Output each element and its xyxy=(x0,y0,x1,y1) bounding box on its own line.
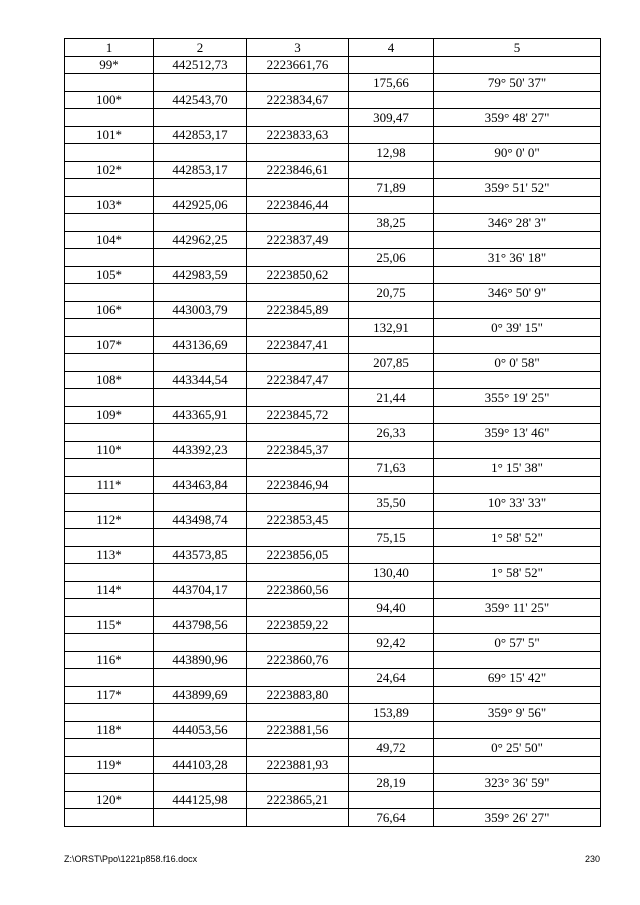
cell-y xyxy=(247,809,349,827)
cell-y: 2223847,41 xyxy=(247,336,349,354)
cell-x: 442853,17 xyxy=(154,126,247,144)
cell-angle xyxy=(434,791,601,809)
cell-x xyxy=(154,179,247,197)
table-row xyxy=(65,266,601,284)
cell-x: 442853,17 xyxy=(154,161,247,179)
cell-angle: 1° 58' 52" xyxy=(434,564,601,582)
table-body xyxy=(65,56,601,826)
cell-y: 2223846,61 xyxy=(247,161,349,179)
cell-point xyxy=(65,214,154,232)
cell-x xyxy=(154,144,247,162)
cell-x xyxy=(154,669,247,687)
cell-point: 107* xyxy=(65,336,154,354)
table-row xyxy=(65,179,601,197)
cell-y: 2223859,22 xyxy=(247,616,349,634)
cell-point: 117* xyxy=(65,686,154,704)
cell-point xyxy=(65,389,154,407)
cell-length xyxy=(349,371,434,389)
cell-angle xyxy=(434,161,601,179)
cell-length xyxy=(349,91,434,109)
cell-y: 2223881,93 xyxy=(247,756,349,774)
cell-x xyxy=(154,389,247,407)
cell-x xyxy=(154,774,247,792)
cell-point xyxy=(65,739,154,757)
table-row xyxy=(65,511,601,529)
cell-point xyxy=(65,284,154,302)
cell-x: 443136,69 xyxy=(154,336,247,354)
cell-length xyxy=(349,791,434,809)
table-row xyxy=(65,546,601,564)
table-row xyxy=(65,56,601,74)
cell-angle: 79° 50' 37" xyxy=(434,74,601,92)
cell-x: 443498,74 xyxy=(154,511,247,529)
cell-point: 105* xyxy=(65,266,154,284)
cell-x xyxy=(154,284,247,302)
table-row xyxy=(65,389,601,407)
cell-angle: 90° 0' 0" xyxy=(434,144,601,162)
table-row xyxy=(65,791,601,809)
cell-angle: 31° 36' 18" xyxy=(434,249,601,267)
table-row xyxy=(65,336,601,354)
cell-point: 109* xyxy=(65,406,154,424)
cell-length: 35,50 xyxy=(349,494,434,512)
header-cell-x: 2 xyxy=(154,39,247,57)
cell-x: 442925,06 xyxy=(154,196,247,214)
cell-y xyxy=(247,319,349,337)
table-row xyxy=(65,319,601,337)
cell-length xyxy=(349,406,434,424)
table-row xyxy=(65,231,601,249)
table-row xyxy=(65,721,601,739)
cell-point: 113* xyxy=(65,546,154,564)
table-row xyxy=(65,599,601,617)
table-row xyxy=(65,144,601,162)
cell-angle: 0° 57' 5" xyxy=(434,634,601,652)
cell-angle: 359° 26' 27" xyxy=(434,809,601,827)
cell-x xyxy=(154,319,247,337)
cell-length xyxy=(349,511,434,529)
cell-y: 2223860,56 xyxy=(247,581,349,599)
cell-x xyxy=(154,354,247,372)
cell-point xyxy=(65,144,154,162)
cell-length: 28,19 xyxy=(349,774,434,792)
cell-length xyxy=(349,686,434,704)
cell-angle: 1° 15' 38" xyxy=(434,459,601,477)
cell-x: 443704,17 xyxy=(154,581,247,599)
cell-y: 2223833,63 xyxy=(247,126,349,144)
cell-length: 309,47 xyxy=(349,109,434,127)
cell-length xyxy=(349,266,434,284)
cell-y: 2223847,47 xyxy=(247,371,349,389)
cell-length: 132,91 xyxy=(349,319,434,337)
cell-y xyxy=(247,74,349,92)
cell-point xyxy=(65,494,154,512)
table-row xyxy=(65,774,601,792)
cell-x: 443899,69 xyxy=(154,686,247,704)
cell-y: 2223860,76 xyxy=(247,651,349,669)
header-cell-angle: 5 xyxy=(434,39,601,57)
cell-length: 92,42 xyxy=(349,634,434,652)
table-row xyxy=(65,126,601,144)
table-row xyxy=(65,651,601,669)
cell-angle: 323° 36' 59" xyxy=(434,774,601,792)
cell-angle xyxy=(434,756,601,774)
cell-angle xyxy=(434,266,601,284)
cell-y xyxy=(247,109,349,127)
cell-y xyxy=(247,284,349,302)
cell-y: 2223845,37 xyxy=(247,441,349,459)
cell-length xyxy=(349,336,434,354)
cell-x: 443003,79 xyxy=(154,301,247,319)
table-row xyxy=(65,476,601,494)
cell-point xyxy=(65,424,154,442)
cell-length xyxy=(349,301,434,319)
page-number: 230 xyxy=(584,854,600,864)
table-header xyxy=(65,39,601,57)
document-path: Z:\ORST\Ppo\1221p858.f16.docx xyxy=(64,854,198,864)
table-row xyxy=(65,686,601,704)
cell-angle xyxy=(434,651,601,669)
cell-angle: 10° 33' 33" xyxy=(434,494,601,512)
cell-angle: 1° 58' 52" xyxy=(434,529,601,547)
cell-length xyxy=(349,231,434,249)
cell-x: 443890,96 xyxy=(154,651,247,669)
cell-angle xyxy=(434,371,601,389)
cell-x xyxy=(154,109,247,127)
cell-x xyxy=(154,459,247,477)
cell-angle xyxy=(434,301,601,319)
cell-angle: 359° 13' 46" xyxy=(434,424,601,442)
cell-y xyxy=(247,704,349,722)
table-row xyxy=(65,161,601,179)
table-row xyxy=(65,109,601,127)
cell-length: 38,25 xyxy=(349,214,434,232)
cell-y xyxy=(247,249,349,267)
table-row xyxy=(65,74,601,92)
cell-y: 2223837,49 xyxy=(247,231,349,249)
cell-x: 443573,85 xyxy=(154,546,247,564)
cell-y: 2223853,45 xyxy=(247,511,349,529)
cell-y xyxy=(247,144,349,162)
cell-y: 2223661,76 xyxy=(247,56,349,74)
cell-point xyxy=(65,599,154,617)
cell-point: 99* xyxy=(65,56,154,74)
cell-angle xyxy=(434,511,601,529)
cell-x: 442512,73 xyxy=(154,56,247,74)
cell-point: 119* xyxy=(65,756,154,774)
cell-angle: 359° 9' 56" xyxy=(434,704,601,722)
cell-x: 443463,84 xyxy=(154,476,247,494)
cell-angle xyxy=(434,686,601,704)
cell-x: 442962,25 xyxy=(154,231,247,249)
cell-x: 444125,98 xyxy=(154,791,247,809)
cell-y: 2223846,44 xyxy=(247,196,349,214)
cell-angle: 359° 51' 52" xyxy=(434,179,601,197)
header-row xyxy=(65,39,601,57)
cell-point xyxy=(65,109,154,127)
cell-x xyxy=(154,424,247,442)
cell-length: 20,75 xyxy=(349,284,434,302)
cell-x: 444053,56 xyxy=(154,721,247,739)
cell-y xyxy=(247,564,349,582)
cell-y: 2223845,89 xyxy=(247,301,349,319)
cell-x xyxy=(154,564,247,582)
cell-point: 111* xyxy=(65,476,154,494)
cell-angle xyxy=(434,126,601,144)
table-row xyxy=(65,809,601,827)
table-row xyxy=(65,669,601,687)
cell-angle xyxy=(434,196,601,214)
table-row xyxy=(65,494,601,512)
cell-length: 12,98 xyxy=(349,144,434,162)
cell-y: 2223834,67 xyxy=(247,91,349,109)
cell-length xyxy=(349,196,434,214)
header-cell-y: 3 xyxy=(247,39,349,57)
cell-angle: 0° 0' 58" xyxy=(434,354,601,372)
cell-x xyxy=(154,634,247,652)
cell-point xyxy=(65,634,154,652)
table-row xyxy=(65,196,601,214)
cell-angle xyxy=(434,441,601,459)
cell-x xyxy=(154,739,247,757)
cell-x: 444103,28 xyxy=(154,756,247,774)
cell-point: 108* xyxy=(65,371,154,389)
cell-length xyxy=(349,581,434,599)
cell-x xyxy=(154,529,247,547)
cell-point: 104* xyxy=(65,231,154,249)
cell-point: 106* xyxy=(65,301,154,319)
cell-point: 118* xyxy=(65,721,154,739)
cell-angle xyxy=(434,546,601,564)
cell-point: 110* xyxy=(65,441,154,459)
table-row xyxy=(65,424,601,442)
cell-y: 2223856,05 xyxy=(247,546,349,564)
cell-length: 175,66 xyxy=(349,74,434,92)
cell-length: 21,44 xyxy=(349,389,434,407)
cell-y xyxy=(247,354,349,372)
cell-length: 207,85 xyxy=(349,354,434,372)
table-row xyxy=(65,739,601,757)
cell-length xyxy=(349,161,434,179)
cell-x: 443798,56 xyxy=(154,616,247,634)
cell-length: 130,40 xyxy=(349,564,434,582)
table-row xyxy=(65,301,601,319)
table-row xyxy=(65,616,601,634)
table-row xyxy=(65,214,601,232)
cell-y xyxy=(247,459,349,477)
table-row xyxy=(65,459,601,477)
cell-y: 2223846,94 xyxy=(247,476,349,494)
header-cell-point: 1 xyxy=(65,39,154,57)
cell-length: 71,63 xyxy=(349,459,434,477)
cell-point: 103* xyxy=(65,196,154,214)
cell-point: 100* xyxy=(65,91,154,109)
cell-length xyxy=(349,756,434,774)
cell-length: 26,33 xyxy=(349,424,434,442)
cell-point: 114* xyxy=(65,581,154,599)
cell-point: 115* xyxy=(65,616,154,634)
cell-angle: 346° 50' 9" xyxy=(434,284,601,302)
table-row xyxy=(65,634,601,652)
cell-y: 2223850,62 xyxy=(247,266,349,284)
cell-length xyxy=(349,651,434,669)
cell-length: 76,64 xyxy=(349,809,434,827)
cell-point xyxy=(65,249,154,267)
cell-point: 112* xyxy=(65,511,154,529)
table-row xyxy=(65,704,601,722)
cell-length: 25,06 xyxy=(349,249,434,267)
cell-angle: 0° 25' 50" xyxy=(434,739,601,757)
cell-point xyxy=(65,774,154,792)
table-row xyxy=(65,441,601,459)
cell-angle xyxy=(434,231,601,249)
cell-length: 24,64 xyxy=(349,669,434,687)
cell-y xyxy=(247,739,349,757)
cell-length: 94,40 xyxy=(349,599,434,617)
cell-point xyxy=(65,179,154,197)
cell-x xyxy=(154,809,247,827)
cell-angle: 0° 39' 15" xyxy=(434,319,601,337)
table-row xyxy=(65,91,601,109)
table-row xyxy=(65,284,601,302)
cell-length xyxy=(349,126,434,144)
cell-y xyxy=(247,494,349,512)
cell-y xyxy=(247,389,349,407)
cell-point xyxy=(65,669,154,687)
table-row xyxy=(65,529,601,547)
cell-y xyxy=(247,669,349,687)
cell-point xyxy=(65,74,154,92)
cell-point xyxy=(65,319,154,337)
cell-point: 102* xyxy=(65,161,154,179)
cell-x: 442543,70 xyxy=(154,91,247,109)
cell-x xyxy=(154,249,247,267)
cell-point xyxy=(65,809,154,827)
cell-y xyxy=(247,424,349,442)
cell-length: 153,89 xyxy=(349,704,434,722)
cell-angle xyxy=(434,616,601,634)
table-row xyxy=(65,354,601,372)
cell-angle xyxy=(434,581,601,599)
cell-point xyxy=(65,564,154,582)
cell-length xyxy=(349,546,434,564)
header-cell-length: 4 xyxy=(349,39,434,57)
cell-point: 120* xyxy=(65,791,154,809)
cell-y: 2223865,21 xyxy=(247,791,349,809)
table-row xyxy=(65,249,601,267)
cell-x xyxy=(154,74,247,92)
cell-point xyxy=(65,354,154,372)
cell-y xyxy=(247,179,349,197)
cell-length xyxy=(349,441,434,459)
table-row xyxy=(65,756,601,774)
cell-angle: 355° 19' 25" xyxy=(434,389,601,407)
cell-x: 443365,91 xyxy=(154,406,247,424)
cell-y: 2223881,56 xyxy=(247,721,349,739)
coordinates-table xyxy=(64,38,601,827)
cell-angle: 359° 48' 27" xyxy=(434,109,601,127)
cell-angle: 346° 28' 3" xyxy=(434,214,601,232)
cell-angle xyxy=(434,721,601,739)
table-row xyxy=(65,371,601,389)
cell-x xyxy=(154,599,247,617)
cell-y: 2223883,80 xyxy=(247,686,349,704)
cell-y xyxy=(247,599,349,617)
cell-angle xyxy=(434,336,601,354)
cell-length xyxy=(349,616,434,634)
cell-point xyxy=(65,704,154,722)
cell-point xyxy=(65,459,154,477)
cell-point: 116* xyxy=(65,651,154,669)
cell-length xyxy=(349,476,434,494)
cell-angle xyxy=(434,56,601,74)
cell-x xyxy=(154,494,247,512)
cell-length: 49,72 xyxy=(349,739,434,757)
table-row xyxy=(65,564,601,582)
cell-angle xyxy=(434,91,601,109)
cell-y xyxy=(247,214,349,232)
cell-length: 71,89 xyxy=(349,179,434,197)
cell-angle: 69° 15' 42" xyxy=(434,669,601,687)
cell-y xyxy=(247,634,349,652)
cell-point: 101* xyxy=(65,126,154,144)
table-row xyxy=(65,581,601,599)
cell-y xyxy=(247,774,349,792)
cell-x: 443344,54 xyxy=(154,371,247,389)
cell-length xyxy=(349,721,434,739)
cell-x xyxy=(154,704,247,722)
cell-y xyxy=(247,529,349,547)
cell-length: 75,15 xyxy=(349,529,434,547)
cell-y: 2223845,72 xyxy=(247,406,349,424)
cell-angle: 359° 11' 25" xyxy=(434,599,601,617)
cell-angle xyxy=(434,406,601,424)
cell-point xyxy=(65,529,154,547)
cell-x xyxy=(154,214,247,232)
cell-angle xyxy=(434,476,601,494)
cell-x: 443392,23 xyxy=(154,441,247,459)
cell-length xyxy=(349,56,434,74)
table-row xyxy=(65,406,601,424)
cell-x: 442983,59 xyxy=(154,266,247,284)
